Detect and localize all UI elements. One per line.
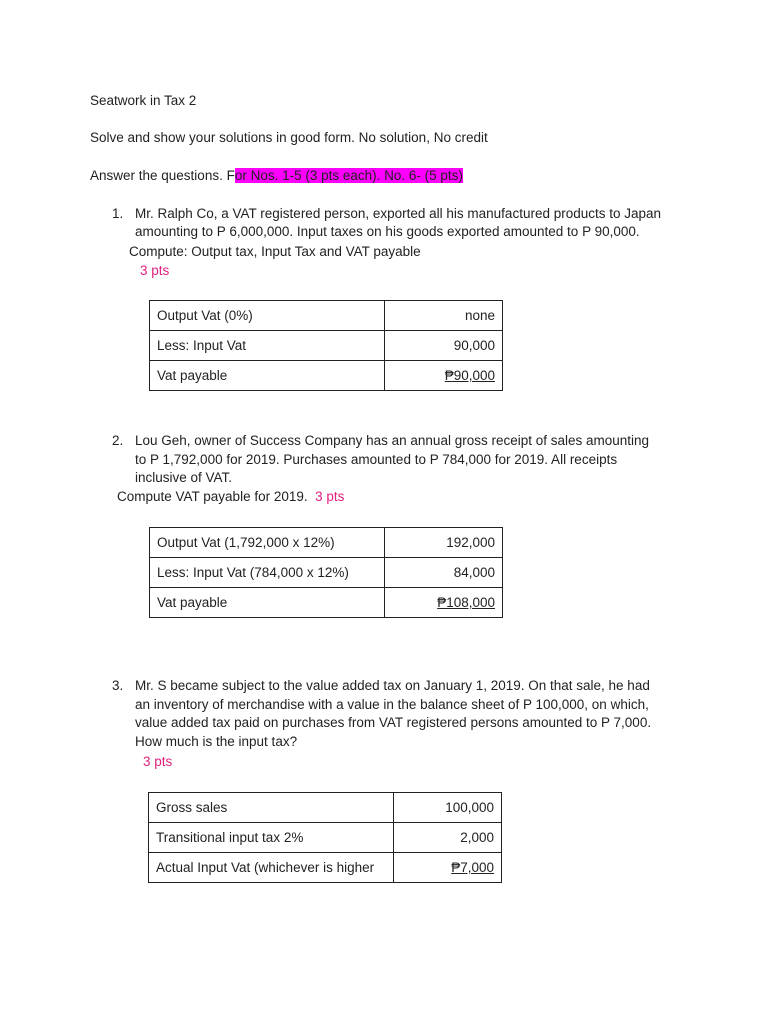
row-label: Less: Input Vat (784,000 x 12%) [150, 558, 385, 588]
table-row [150, 331, 503, 361]
q1-solution-table [149, 300, 503, 391]
row-amount: 100,000 [394, 793, 502, 823]
row-amount: none [385, 301, 503, 331]
instruction-text: Solve and show your solutions in good form. No solution, No credit [90, 130, 488, 145]
vat-payable-total: ₱90,000 [444, 368, 495, 383]
q2-solution-table [149, 527, 503, 618]
q2-text-line1: Lou Geh, owner of Success Company has an annual gross receipt of sales amounting [135, 433, 650, 448]
q2-text-line3: inclusive of VAT. [135, 470, 233, 485]
row-amount: 2,000 [394, 823, 502, 853]
row-label: Output Vat (0%) [150, 301, 385, 331]
table-row [149, 823, 502, 853]
q2-compute-line [117, 488, 344, 506]
row-amount: 192,000 [385, 528, 503, 558]
row-label: Transitional input tax 2% [149, 823, 394, 853]
q2-points: 3 pts [315, 489, 345, 504]
document-title: Seatwork in Tax 2 [90, 93, 197, 108]
table-row [150, 301, 503, 331]
q3-text-line4: How much is the input tax? [135, 734, 298, 749]
q1-text-line2: amounting to P 6,000,000. Input taxes on his goods exported amounted to P 90,000. [135, 224, 640, 239]
q3-text-line1: Mr. S became subject to the value added tax on January 1, 2019. On that sale, he had [135, 678, 650, 693]
row-amount-cell [385, 361, 503, 391]
q3-text-line2: an inventory of merchandise with a value in the balance sheet of P 100,000, on which, [135, 697, 649, 712]
q3-solution-table [148, 792, 502, 883]
q3-number: 3. [112, 678, 124, 693]
row-amount-cell [385, 588, 503, 618]
table-row [150, 588, 503, 618]
q1-points: 3 pts [140, 263, 170, 278]
q3-text-line3: value added tax paid on purchases from VAT registered persons amounted to P 7,000. [135, 715, 652, 730]
row-label: Vat payable [150, 361, 385, 391]
answer-instruction-prefix: Answer the questions. F [90, 168, 235, 183]
row-amount: 90,000 [385, 331, 503, 361]
table-row [150, 558, 503, 588]
q2-text-line2: to P 1,792,000 for 2019. Purchases amounted to P 784,000 for 2019. All receipts [135, 452, 618, 467]
row-label: Actual Input Vat (whichever is higher [149, 853, 394, 883]
vat-payable-total: ₱108,000 [437, 595, 495, 610]
table-row [150, 528, 503, 558]
table-row [150, 361, 503, 391]
row-amount: 84,000 [385, 558, 503, 588]
row-label: Vat payable [150, 588, 385, 618]
q2-number: 2. [112, 433, 124, 448]
row-label: Output Vat (1,792,000 x 12%) [150, 528, 385, 558]
row-label: Less: Input Vat [150, 331, 385, 361]
q2-compute-text: Compute VAT payable for 2019. [117, 489, 308, 504]
points-highlight: or Nos. 1-5 (3 pts each). No. 6- (5 pts) [234, 168, 463, 183]
q1-number: 1. [112, 206, 124, 221]
table-row [149, 793, 502, 823]
table-row [149, 853, 502, 883]
answer-instruction [90, 167, 463, 185]
q1-compute-line: Compute: Output tax, Input Tax and VAT payable [129, 244, 421, 259]
q3-points: 3 pts [143, 754, 173, 769]
input-vat-total: ₱7,000 [451, 860, 494, 875]
row-label: Gross sales [149, 793, 394, 823]
row-amount-cell [394, 853, 502, 883]
q1-text-line1: Mr. Ralph Co, a VAT registered person, exported all his manufactured products to Japan [135, 206, 662, 221]
